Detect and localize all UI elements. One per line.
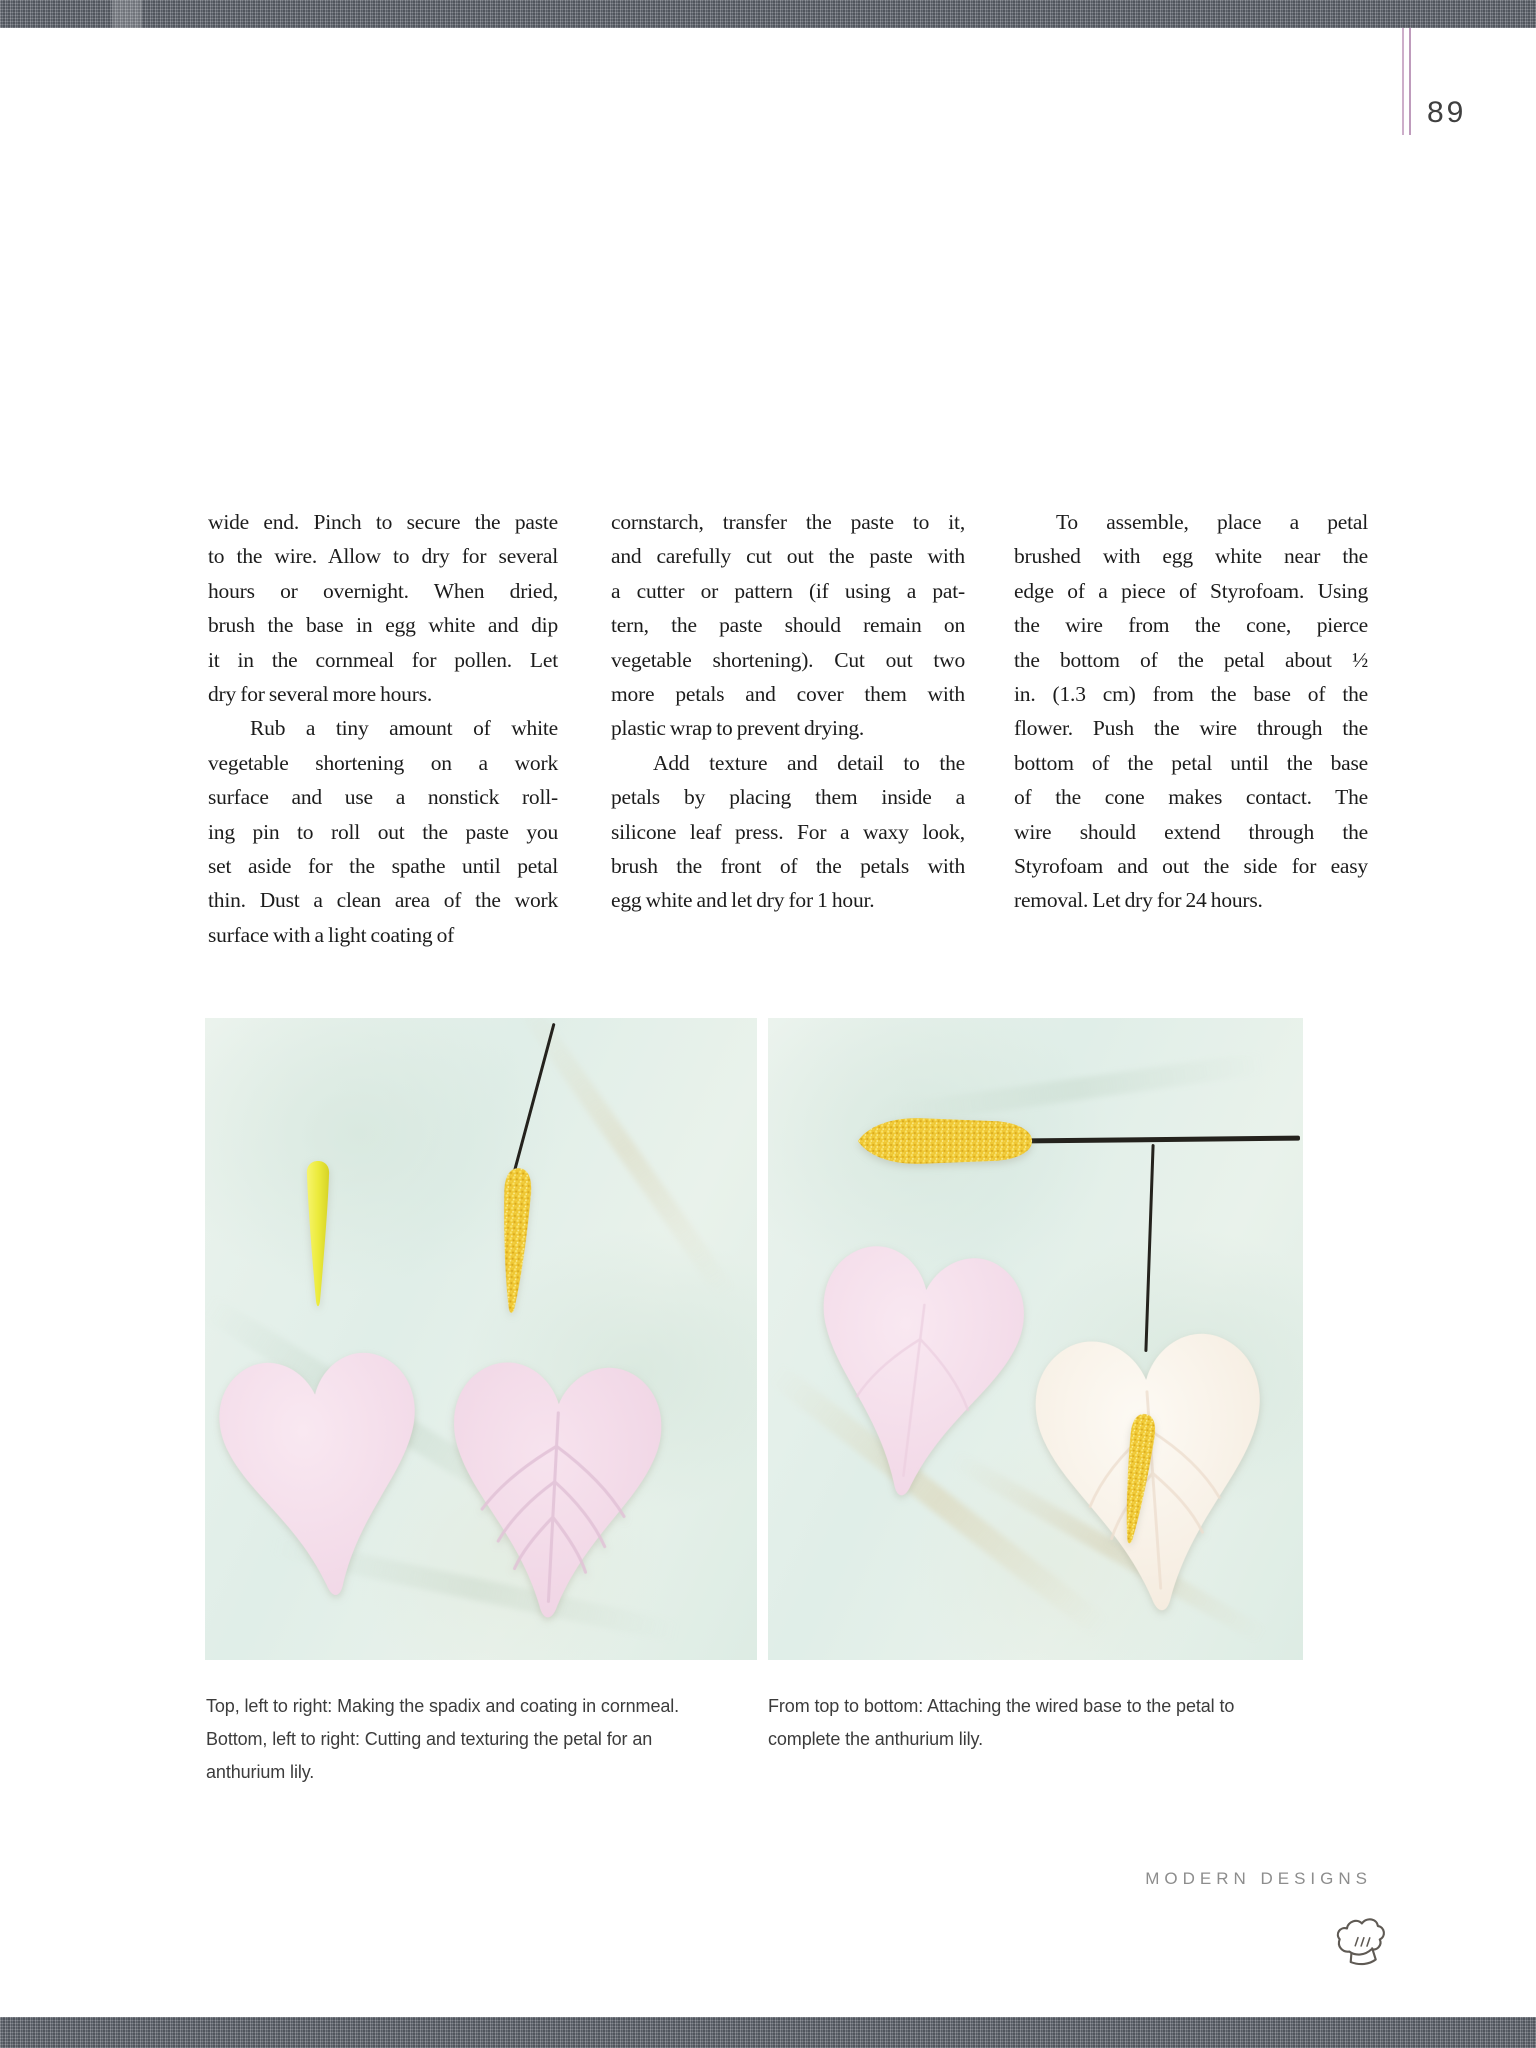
- text-line: surface with a light coating of: [208, 922, 455, 947]
- text-line: egg white and let dry for 1 hour.: [611, 888, 875, 913]
- text-line: Styrofoam and out the side for easy: [1014, 854, 1368, 879]
- text-line: From top to bottom: Attaching the wired base to the petal to: [768, 1696, 1235, 1716]
- text-line: dry for several more hours.: [208, 682, 433, 707]
- text-line: plastic wrap to prevent drying.: [611, 716, 865, 741]
- page-number: 89: [1427, 96, 1467, 129]
- text-line: the wire from the cone, pierce: [1014, 613, 1368, 638]
- text-line: set aside for the spathe until petal: [208, 854, 558, 879]
- cornmeal-coated-spadix: [492, 1163, 538, 1323]
- text-line: in. (1.3 cm) from the base of the: [1014, 682, 1368, 707]
- section-footer-label: MODERN DESIGNS: [1145, 1869, 1372, 1888]
- text-line: surface and use a nonstick roll-: [208, 785, 558, 810]
- body-text-column-2: [611, 505, 965, 918]
- photo-anthurium-assembly: [768, 1018, 1303, 1660]
- body-text-column-3: [1014, 505, 1368, 918]
- smooth-paste-cone: [301, 1158, 335, 1318]
- spadix-wire-horizontal: [1028, 1136, 1300, 1144]
- text-line: removal. Let dry for 24 hours.: [1014, 888, 1263, 913]
- text-line: thin. Dust a clean area of the work: [208, 888, 558, 913]
- text-line: wide end. Pinch to secure the paste: [208, 510, 558, 534]
- text-line: Add texture and detail to the: [653, 750, 965, 775]
- text-line: brush the front of the petals with: [611, 854, 965, 879]
- text-line: vegetable shortening). Cut out two: [611, 647, 965, 672]
- caption-left-photo: [206, 1690, 806, 1789]
- cornmeal-coated-spadix-wired: [851, 1112, 1039, 1170]
- text-line: the bottom of the petal about ½: [1014, 647, 1368, 672]
- pink-petal-textured: [436, 1346, 673, 1643]
- body-text-column-1: [208, 505, 558, 952]
- text-line: brush the base in egg white and dip: [208, 613, 558, 638]
- photo-spadix-and-petals: [205, 1018, 757, 1660]
- text-line: bottom of the petal until the base: [1014, 750, 1368, 775]
- text-line: and carefully cut out the paste with: [611, 544, 965, 569]
- page-number-rule: [1409, 28, 1411, 135]
- text-line: vegetable shortening on a work: [208, 750, 558, 775]
- pink-petal: [787, 1227, 1044, 1527]
- text-line: a cutter or pattern (if using a pat-: [611, 578, 965, 603]
- text-line: Rub a tiny amount of white: [250, 716, 558, 741]
- text-line: Top, left to right: Making the spadix and coating in cornmeal.: [206, 1696, 680, 1716]
- marble-vein: [514, 1018, 737, 1301]
- text-line: tern, the paste should remain on: [611, 613, 965, 638]
- spadix-wire: [513, 1023, 555, 1172]
- text-line: hours or overnight. When dried,: [208, 578, 558, 603]
- text-line: edge of a piece of Styrofoam. Using: [1014, 578, 1368, 603]
- text-line: it in the cornmeal for pollen. Let: [208, 647, 558, 672]
- text-line: to the wire. Allow to dry for several: [208, 544, 558, 569]
- pink-petal-smooth: [205, 1335, 446, 1624]
- text-line: ing pin to roll out the paste you: [208, 819, 558, 844]
- caption-right-photo: [768, 1690, 1328, 1756]
- text-line: cornstarch, transfer the paste to it,: [611, 510, 965, 534]
- text-line: complete the anthurium lily.: [768, 1729, 983, 1749]
- text-line: of the cone makes contact. The: [1014, 785, 1368, 810]
- text-line: flower. Push the wire through the: [1014, 716, 1368, 741]
- top-edge-band: [0, 0, 1536, 28]
- text-line: wire should extend through the: [1014, 819, 1368, 844]
- anthurium-wire: [1144, 1144, 1154, 1352]
- text-line: silicone leaf press. For a waxy look,: [611, 819, 965, 844]
- text-line: anthurium lily.: [206, 1762, 315, 1782]
- text-line: Bottom, left to right: Cutting and texturing the petal for an: [206, 1729, 653, 1749]
- text-line: petals by placing them inside a: [611, 785, 965, 810]
- text-line: To assemble, place a petal: [1056, 510, 1368, 534]
- bottom-edge-band: [0, 2017, 1536, 2048]
- band-highlight: [112, 0, 142, 28]
- page-number-rule: [1402, 28, 1404, 135]
- chef-hat-icon: [1328, 1912, 1394, 1978]
- text-line: more petals and cover them with: [611, 682, 965, 707]
- text-line: brushed with egg white near the: [1014, 544, 1368, 569]
